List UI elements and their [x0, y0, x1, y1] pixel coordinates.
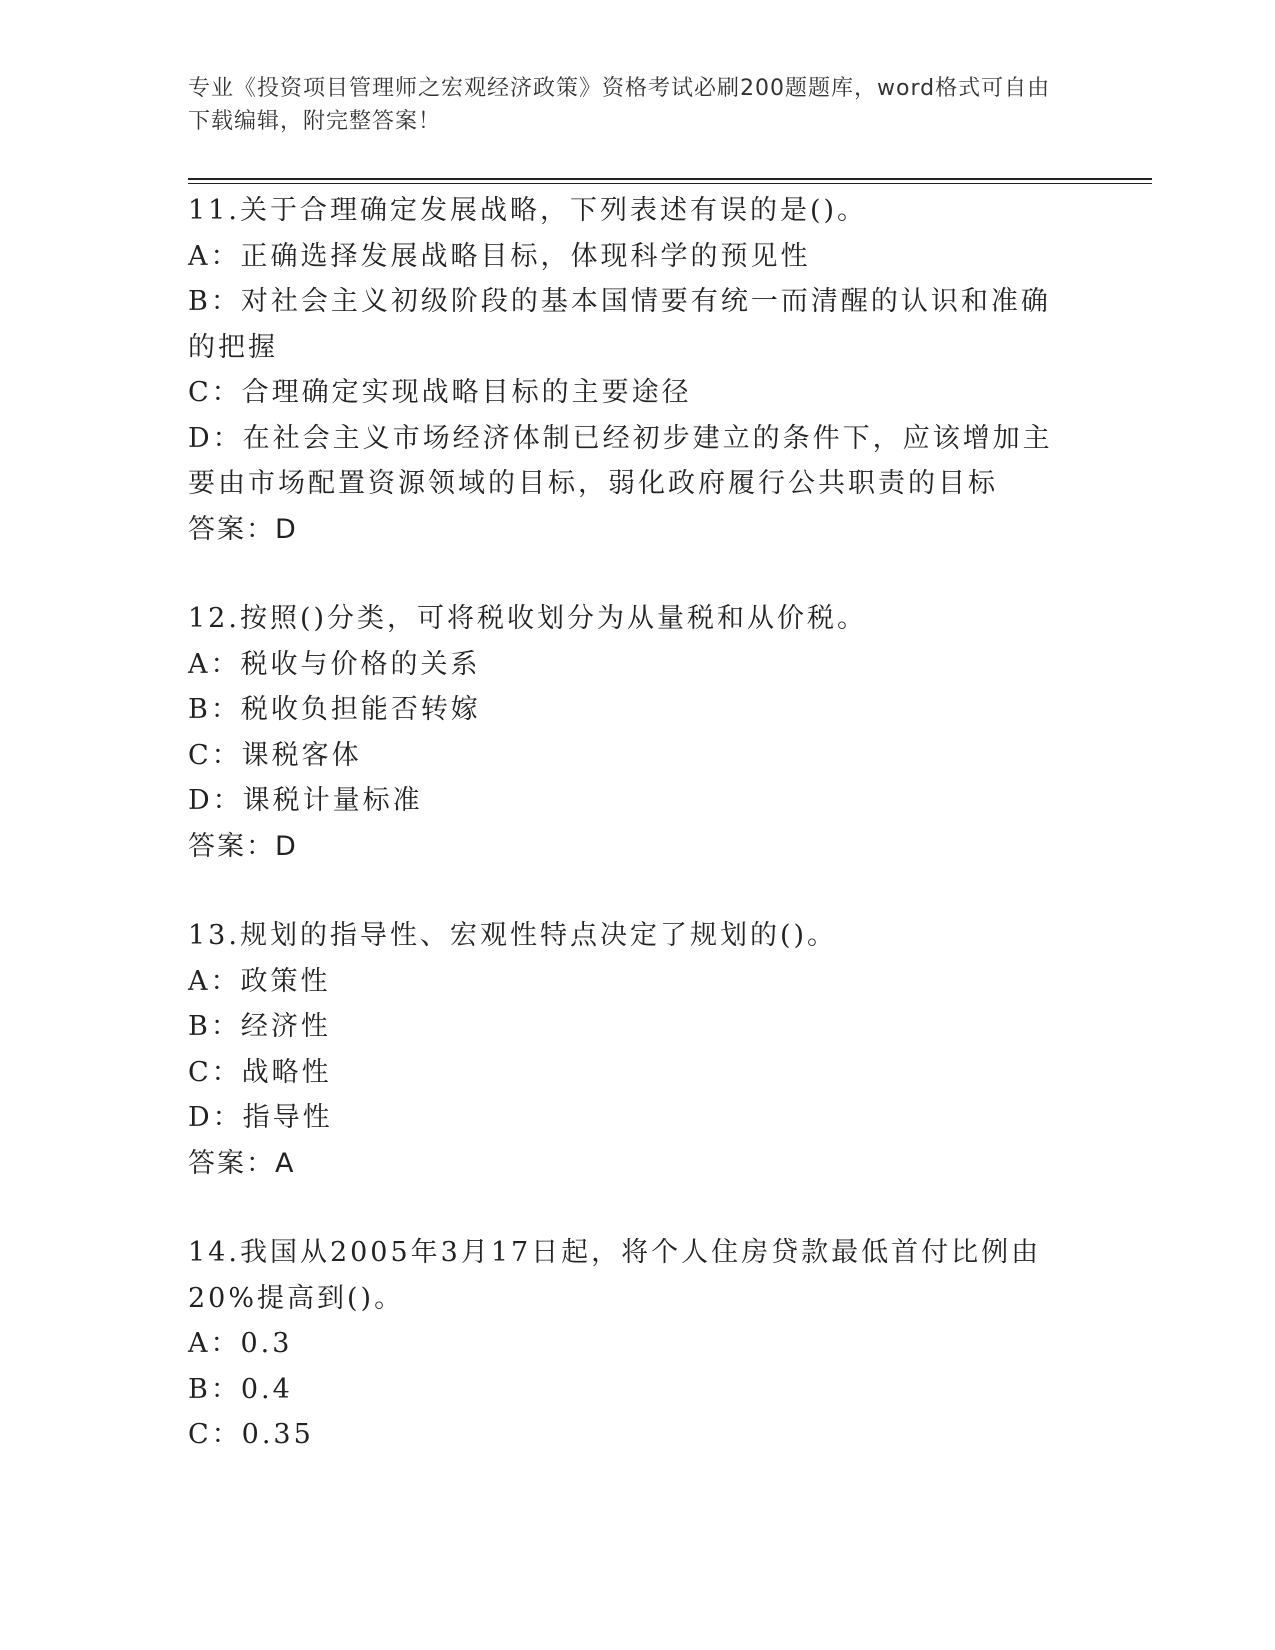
question-12 [188, 596, 1078, 869]
option-b: B：税收负担能否转嫁 [188, 694, 481, 725]
question-stem: 11.关于合理确定发展战略，下列表述有误的是()。 [188, 195, 868, 226]
answer: 答案：D [188, 830, 298, 862]
document-header: 专业《投资项目管理师之宏观经济政策》资格考试必刷200题题库，word格式可自由下载编辑，附完整答案！ [188, 76, 1051, 134]
option-c: C：合理确定实现战略目标的主要途径 [188, 377, 692, 408]
header-rule-thin [188, 183, 1152, 184]
answer: 答案：D [188, 513, 298, 545]
option-b: B：经济性 [188, 1011, 331, 1042]
question-stem: 12.按照()分类，可将税收划分为从量税和从价税。 [188, 603, 868, 634]
question-list [188, 188, 1078, 1502]
answer: 答案：A [188, 1147, 296, 1179]
option-c: C：0.35 [188, 1419, 314, 1450]
option-a: A：正确选择发展战略目标，体现科学的预见性 [188, 240, 811, 272]
question-14 [188, 1230, 1078, 1458]
option-a: A：税收与价格的关系 [188, 648, 481, 680]
question-11 [188, 188, 1078, 552]
option-b: B：0.4 [188, 1373, 293, 1405]
option-c: C：战略性 [188, 1056, 332, 1088]
option-a: A：0.3 [188, 1328, 293, 1359]
option-d: D：在社会主义市场经济体制已经初步建立的条件下，应该增加主要由市场配置资源领域的目标，弱化政府履行公共职责的目标 [188, 422, 1053, 499]
question-stem: 14.我国从2005年3月17日起，将个人住房贷款最低首付比例由20%提高到()。 [188, 1237, 1042, 1314]
option-c: C：课税客体 [188, 739, 362, 771]
question-13 [188, 913, 1078, 1186]
option-d: D：课税计量标准 [188, 785, 423, 816]
header-rule-thick [188, 178, 1152, 180]
option-a: A：政策性 [188, 965, 331, 997]
option-b: B：对社会主义初级阶段的基本国情要有统一而清醒的认识和准确的把握 [188, 286, 1051, 363]
question-stem: 13.规划的指导性、宏观性特点决定了规划的()。 [188, 920, 838, 951]
option-d: D：指导性 [188, 1102, 333, 1133]
